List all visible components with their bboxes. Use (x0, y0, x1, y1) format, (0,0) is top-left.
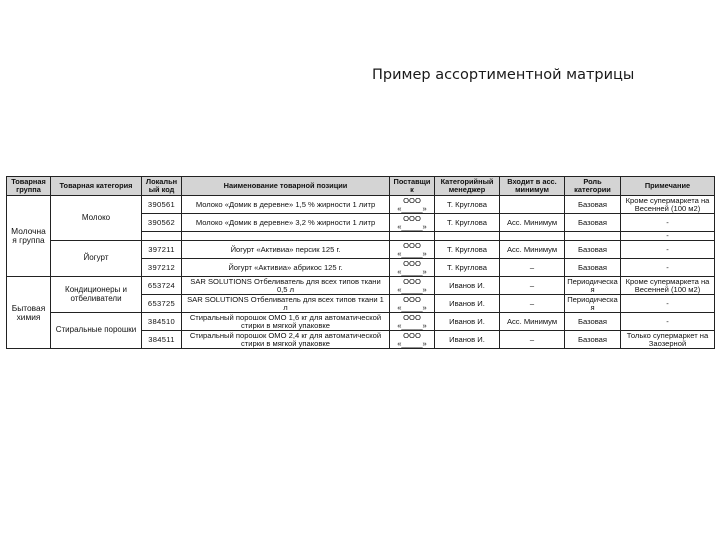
item-name-cell: Йогурт «Активиа» абрикос 125 г. (182, 259, 390, 277)
role-cell: Базовая (565, 331, 621, 349)
table-row (7, 196, 715, 214)
note-cell: - (621, 259, 715, 277)
group-cell: Молочная группа (7, 196, 51, 277)
min-cell: Асс. Минимум (500, 241, 565, 259)
role-cell: Периодическая (565, 295, 621, 313)
table-row (7, 277, 715, 295)
supplier-cell: ООО «_____» (390, 277, 435, 295)
min-cell (500, 196, 565, 214)
category-cell: Кондиционеры и отбеливатели (51, 277, 142, 313)
role-cell (565, 232, 621, 241)
header-group: Товарная группа (7, 177, 51, 196)
min-cell: Асс. Минимум (500, 214, 565, 232)
note-cell: Только супермаркет на Заозерной (621, 331, 715, 349)
manager-cell: Т. Круглова (435, 214, 500, 232)
manager-cell: Иванов И. (435, 331, 500, 349)
role-cell: Базовая (565, 196, 621, 214)
item-name-cell: Стиральный порошок ОМО 2,4 кг для автоматической стирки в мягкой упаковке (182, 331, 390, 349)
supplier-cell: ООО «_____» (390, 331, 435, 349)
min-cell: – (500, 295, 565, 313)
supplier-cell: ООО «_____» (390, 259, 435, 277)
supplier-cell: ООО «_____» (390, 241, 435, 259)
min-cell: – (500, 277, 565, 295)
manager-cell: Иванов И. (435, 277, 500, 295)
code-cell: 390562 (142, 214, 182, 232)
min-cell: Асс. Минимум (500, 313, 565, 331)
header-role: Роль категории (565, 177, 621, 196)
supplier-cell: ООО «_____» (390, 196, 435, 214)
slide-title: Пример ассортиментной матрицы (372, 67, 635, 83)
header-supplier: Поставщик (390, 177, 435, 196)
role-cell: Базовая (565, 259, 621, 277)
category-cell: Йогурт (51, 241, 142, 277)
code-cell: 397212 (142, 259, 182, 277)
assortment-matrix-table (6, 176, 715, 349)
header-min: Входит в асс. минимум (500, 177, 565, 196)
header-note: Примечание (621, 177, 715, 196)
table-row (7, 241, 715, 259)
group-cell: Бытовая химия (7, 277, 51, 349)
category-cell: Молоко (51, 196, 142, 241)
header-manager: Категорийный менеджер (435, 177, 500, 196)
manager-cell: Т. Круглова (435, 241, 500, 259)
role-cell: Базовая (565, 214, 621, 232)
code-cell: 397211 (142, 241, 182, 259)
min-cell (500, 232, 565, 241)
note-cell: Кроме супермаркета на Весенней (100 м2) (621, 277, 715, 295)
role-cell: Базовая (565, 241, 621, 259)
category-cell: Стиральные порошки (51, 313, 142, 349)
item-name-cell: Молоко «Домик в деревне» 3,2 % жирности 1 литр (182, 214, 390, 232)
manager-cell (435, 232, 500, 241)
code-cell: 653725 (142, 295, 182, 313)
item-name-cell: Молоко «Домик в деревне» 1,5 % жирности 1 литр (182, 196, 390, 214)
role-cell: Периодическая (565, 277, 621, 295)
note-cell: - (621, 295, 715, 313)
min-cell: – (500, 259, 565, 277)
code-cell: 384510 (142, 313, 182, 331)
supplier-cell: ООО «_____» (390, 295, 435, 313)
note-cell: - (621, 313, 715, 331)
manager-cell: Т. Круглова (435, 196, 500, 214)
supplier-cell: ООО «_____» (390, 313, 435, 331)
code-cell: 390561 (142, 196, 182, 214)
table-row (7, 313, 715, 331)
manager-cell: Иванов И. (435, 295, 500, 313)
role-cell: Базовая (565, 313, 621, 331)
header-category: Товарная категория (51, 177, 142, 196)
table-header-row (7, 177, 715, 196)
item-name-cell: SAR SOLUTIONS Отбеливатель для всех типов ткани 0,5 л (182, 277, 390, 295)
supplier-cell: ООО «_____» (390, 214, 435, 232)
manager-cell: Иванов И. (435, 313, 500, 331)
note-cell: - (621, 214, 715, 232)
supplier-cell (390, 232, 435, 241)
note-cell: - (621, 241, 715, 259)
item-name-cell: Йогурт «Активиа» персик 125 г. (182, 241, 390, 259)
item-name-cell (182, 232, 390, 241)
header-name: Наименование товарной позиции (182, 177, 390, 196)
item-name-cell: SAR SOLUTIONS Отбеливатель для всех типов ткани 1 л (182, 295, 390, 313)
code-cell (142, 232, 182, 241)
header-code: Локальный код (142, 177, 182, 196)
min-cell: – (500, 331, 565, 349)
note-cell: - (621, 232, 715, 241)
note-cell: Кроме супермаркета на Весенней (100 м2) (621, 196, 715, 214)
code-cell: 384511 (142, 331, 182, 349)
code-cell: 653724 (142, 277, 182, 295)
manager-cell: Т. Круглова (435, 259, 500, 277)
item-name-cell: Стиральный порошок ОМО 1,6 кг для автоматической стирки в мягкой упаковке (182, 313, 390, 331)
